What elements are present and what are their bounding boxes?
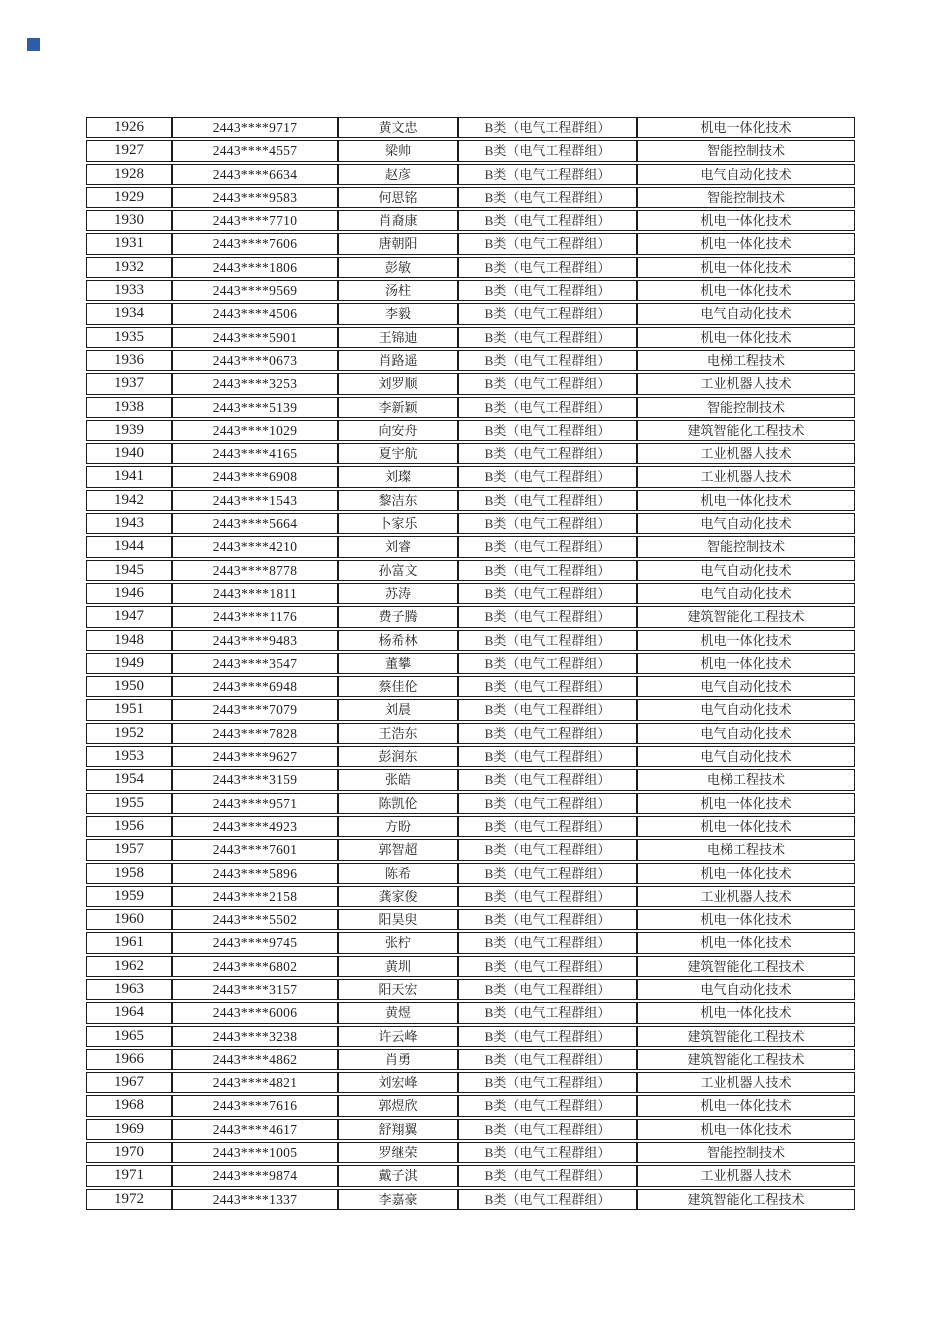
seq-cell: 1936 (86, 350, 172, 371)
major-cell: 智能控制技术 (637, 536, 855, 557)
major-cell: 电气自动化技术 (637, 979, 855, 1000)
seq-cell: 1972 (86, 1189, 172, 1210)
category-cell: B类（电气工程群组） (458, 1002, 637, 1023)
table-row (86, 1002, 855, 1023)
major-cell: 机电一体化技术 (637, 257, 855, 278)
category-cell: B类（电气工程群组） (458, 909, 637, 930)
seq-cell: 1969 (86, 1119, 172, 1140)
candidate-id-cell: 2443****3157 (172, 979, 338, 1000)
name-cell: 刘罗顺 (338, 373, 458, 394)
seq-cell: 1946 (86, 583, 172, 604)
table-row (86, 560, 855, 581)
candidate-id-cell: 2443****9483 (172, 630, 338, 651)
name-cell: 董攀 (338, 653, 458, 674)
seq-cell: 1943 (86, 513, 172, 534)
seq-cell: 1931 (86, 233, 172, 254)
name-cell: 黎洁东 (338, 490, 458, 511)
seq-cell: 1940 (86, 443, 172, 464)
table-row (86, 1119, 855, 1140)
name-cell: 方盼 (338, 816, 458, 837)
major-cell: 智能控制技术 (637, 397, 855, 418)
candidate-id-cell: 2443****7828 (172, 723, 338, 744)
name-cell: 舒翔翼 (338, 1119, 458, 1140)
candidate-id-cell: 2443****6006 (172, 1002, 338, 1023)
category-cell: B类（电气工程群组） (458, 443, 637, 464)
candidate-id-cell: 2443****4557 (172, 140, 338, 161)
name-cell: 何思铭 (338, 187, 458, 208)
table-row (86, 257, 855, 278)
major-cell: 工业机器人技术 (637, 1072, 855, 1093)
seq-cell: 1928 (86, 164, 172, 185)
name-cell: 唐朝阳 (338, 233, 458, 254)
table-row (86, 746, 855, 767)
name-cell: 罗继荣 (338, 1142, 458, 1163)
candidate-id-cell: 2443****9571 (172, 793, 338, 814)
name-cell: 蔡佳伦 (338, 676, 458, 697)
seq-cell: 1962 (86, 956, 172, 977)
seq-cell: 1927 (86, 140, 172, 161)
category-cell: B类（电气工程群组） (458, 1049, 637, 1070)
name-cell: 许云峰 (338, 1026, 458, 1047)
category-cell: B类（电气工程群组） (458, 117, 637, 138)
category-cell: B类（电气工程群组） (458, 630, 637, 651)
name-cell: 张柠 (338, 932, 458, 953)
table-row (86, 653, 855, 674)
category-cell: B类（电气工程群组） (458, 793, 637, 814)
name-cell: 向安舟 (338, 420, 458, 441)
major-cell: 机电一体化技术 (637, 653, 855, 674)
category-cell: B类（电气工程群组） (458, 886, 637, 907)
table-row (86, 816, 855, 837)
category-cell: B类（电气工程群组） (458, 257, 637, 278)
major-cell: 机电一体化技术 (637, 1119, 855, 1140)
major-cell: 电气自动化技术 (637, 303, 855, 324)
candidate-id-cell: 2443****4165 (172, 443, 338, 464)
name-cell: 彭润东 (338, 746, 458, 767)
name-cell: 王浩东 (338, 723, 458, 744)
seq-cell: 1959 (86, 886, 172, 907)
name-cell: 戴子淇 (338, 1165, 458, 1186)
name-cell: 刘璨 (338, 466, 458, 487)
table-row (86, 769, 855, 790)
seq-cell: 1937 (86, 373, 172, 394)
category-cell: B类（电气工程群组） (458, 1142, 637, 1163)
candidate-id-cell: 2443****1811 (172, 583, 338, 604)
candidate-id-cell: 2443****9627 (172, 746, 338, 767)
name-cell: 彭敏 (338, 257, 458, 278)
admission-list-table (86, 115, 855, 1212)
category-cell: B类（电气工程群组） (458, 583, 637, 604)
table-row (86, 863, 855, 884)
seq-cell: 1949 (86, 653, 172, 674)
table-row (86, 909, 855, 930)
category-cell: B类（电气工程群组） (458, 769, 637, 790)
major-cell: 机电一体化技术 (637, 816, 855, 837)
name-cell: 李新颖 (338, 397, 458, 418)
candidate-id-cell: 2443****5664 (172, 513, 338, 534)
candidate-id-cell: 2443****7079 (172, 699, 338, 720)
category-cell: B类（电气工程群组） (458, 606, 637, 627)
name-cell: 张皓 (338, 769, 458, 790)
name-cell: 王锦迪 (338, 327, 458, 348)
name-cell: 费子腾 (338, 606, 458, 627)
category-cell: B类（电气工程群组） (458, 1072, 637, 1093)
major-cell: 机电一体化技术 (637, 1095, 855, 1116)
category-cell: B类（电气工程群组） (458, 699, 637, 720)
seq-cell: 1968 (86, 1095, 172, 1116)
seq-cell: 1933 (86, 280, 172, 301)
table-row (86, 676, 855, 697)
name-cell: 阳天宏 (338, 979, 458, 1000)
major-cell: 电气自动化技术 (637, 583, 855, 604)
candidate-id-cell: 2443****4506 (172, 303, 338, 324)
candidate-id-cell: 2443****1029 (172, 420, 338, 441)
seq-cell: 1961 (86, 932, 172, 953)
major-cell: 电气自动化技术 (637, 676, 855, 697)
candidate-id-cell: 2443****4617 (172, 1119, 338, 1140)
major-cell: 电气自动化技术 (637, 699, 855, 720)
seq-cell: 1954 (86, 769, 172, 790)
name-cell: 刘晨 (338, 699, 458, 720)
name-cell: 陈希 (338, 863, 458, 884)
candidate-id-cell: 2443****7616 (172, 1095, 338, 1116)
candidate-id-cell: 2443****4862 (172, 1049, 338, 1070)
name-cell: 郭煜欣 (338, 1095, 458, 1116)
candidate-id-cell: 2443****9874 (172, 1165, 338, 1186)
major-cell: 机电一体化技术 (637, 210, 855, 231)
table-row (86, 536, 855, 557)
candidate-id-cell: 2443****9569 (172, 280, 338, 301)
name-cell: 郭智超 (338, 839, 458, 860)
category-cell: B类（电气工程群组） (458, 979, 637, 1000)
major-cell: 工业机器人技术 (637, 1165, 855, 1186)
category-cell: B类（电气工程群组） (458, 816, 637, 837)
major-cell: 电梯工程技术 (637, 769, 855, 790)
table-row (86, 187, 855, 208)
major-cell: 电气自动化技术 (637, 164, 855, 185)
major-cell: 机电一体化技术 (637, 280, 855, 301)
candidate-id-cell: 2443****1806 (172, 257, 338, 278)
table-row (86, 1165, 855, 1186)
category-cell: B类（电气工程群组） (458, 932, 637, 953)
seq-cell: 1957 (86, 839, 172, 860)
candidate-id-cell: 2443****7710 (172, 210, 338, 231)
table-row (86, 466, 855, 487)
seq-cell: 1950 (86, 676, 172, 697)
category-cell: B类（电气工程群组） (458, 839, 637, 860)
seq-cell: 1970 (86, 1142, 172, 1163)
category-cell: B类（电气工程群组） (458, 397, 637, 418)
category-cell: B类（电气工程群组） (458, 420, 637, 441)
table-row (86, 420, 855, 441)
seq-cell: 1951 (86, 699, 172, 720)
candidate-id-cell: 2443****2158 (172, 886, 338, 907)
major-cell: 电气自动化技术 (637, 746, 855, 767)
table-row (86, 233, 855, 254)
major-cell: 建筑智能化工程技术 (637, 1026, 855, 1047)
major-cell: 机电一体化技术 (637, 932, 855, 953)
candidate-id-cell: 2443****3547 (172, 653, 338, 674)
seq-cell: 1941 (86, 466, 172, 487)
category-cell: B类（电气工程群组） (458, 164, 637, 185)
seq-cell: 1956 (86, 816, 172, 837)
candidate-id-cell: 2443****4923 (172, 816, 338, 837)
major-cell: 工业机器人技术 (637, 886, 855, 907)
seq-cell: 1958 (86, 863, 172, 884)
category-cell: B类（电气工程群组） (458, 513, 637, 534)
candidate-id-cell: 2443****7601 (172, 839, 338, 860)
category-cell: B类（电气工程群组） (458, 1189, 637, 1210)
candidate-id-cell: 2443****3159 (172, 769, 338, 790)
major-cell: 机电一体化技术 (637, 1002, 855, 1023)
table-row (86, 606, 855, 627)
major-cell: 电梯工程技术 (637, 350, 855, 371)
category-cell: B类（电气工程群组） (458, 327, 637, 348)
table-row (86, 350, 855, 371)
major-cell: 机电一体化技术 (637, 490, 855, 511)
candidate-id-cell: 2443****1337 (172, 1189, 338, 1210)
candidate-id-cell: 2443****5139 (172, 397, 338, 418)
name-cell: 刘宏峰 (338, 1072, 458, 1093)
category-cell: B类（电气工程群组） (458, 560, 637, 581)
major-cell: 工业机器人技术 (637, 466, 855, 487)
table-row (86, 397, 855, 418)
seq-cell: 1964 (86, 1002, 172, 1023)
name-cell: 陈凯伦 (338, 793, 458, 814)
seq-cell: 1930 (86, 210, 172, 231)
name-cell: 肖裔康 (338, 210, 458, 231)
category-cell: B类（电气工程群组） (458, 653, 637, 674)
major-cell: 建筑智能化工程技术 (637, 1049, 855, 1070)
table-row (86, 1095, 855, 1116)
name-cell: 黄煜 (338, 1002, 458, 1023)
major-cell: 电气自动化技术 (637, 560, 855, 581)
major-cell: 智能控制技术 (637, 1142, 855, 1163)
major-cell: 建筑智能化工程技术 (637, 420, 855, 441)
category-cell: B类（电气工程群组） (458, 466, 637, 487)
seq-cell: 1948 (86, 630, 172, 651)
table-row (86, 583, 855, 604)
category-cell: B类（电气工程群组） (458, 1119, 637, 1140)
major-cell: 机电一体化技术 (637, 630, 855, 651)
table-row (86, 117, 855, 138)
name-cell: 刘睿 (338, 536, 458, 557)
table-row (86, 327, 855, 348)
category-cell: B类（电气工程群组） (458, 490, 637, 511)
category-cell: B类（电气工程群组） (458, 723, 637, 744)
seq-cell: 1966 (86, 1049, 172, 1070)
name-cell: 赵彦 (338, 164, 458, 185)
major-cell: 电梯工程技术 (637, 839, 855, 860)
candidate-id-cell: 2443****6802 (172, 956, 338, 977)
major-cell: 机电一体化技术 (637, 909, 855, 930)
seq-cell: 1955 (86, 793, 172, 814)
table-row (86, 164, 855, 185)
major-cell: 建筑智能化工程技术 (637, 606, 855, 627)
table-row (86, 932, 855, 953)
name-cell: 汤柱 (338, 280, 458, 301)
name-cell: 龚家俊 (338, 886, 458, 907)
seq-cell: 1947 (86, 606, 172, 627)
table-row (86, 886, 855, 907)
table-row (86, 280, 855, 301)
category-cell: B类（电气工程群组） (458, 1165, 637, 1186)
major-cell: 电气自动化技术 (637, 513, 855, 534)
candidate-id-cell: 2443****6908 (172, 466, 338, 487)
category-cell: B类（电气工程群组） (458, 956, 637, 977)
name-cell: 李嘉豪 (338, 1189, 458, 1210)
table-row (86, 1142, 855, 1163)
candidate-id-cell: 2443****5896 (172, 863, 338, 884)
name-cell: 黄文忠 (338, 117, 458, 138)
category-cell: B类（电气工程群组） (458, 280, 637, 301)
category-cell: B类（电气工程群组） (458, 140, 637, 161)
category-cell: B类（电气工程群组） (458, 536, 637, 557)
table-row (86, 723, 855, 744)
candidate-id-cell: 2443****6948 (172, 676, 338, 697)
seq-cell: 1945 (86, 560, 172, 581)
table-row (86, 956, 855, 977)
major-cell: 电气自动化技术 (637, 723, 855, 744)
name-cell: 杨希林 (338, 630, 458, 651)
seq-cell: 1929 (86, 187, 172, 208)
table-row (86, 630, 855, 651)
name-cell: 阳昊臾 (338, 909, 458, 930)
major-cell: 建筑智能化工程技术 (637, 1189, 855, 1210)
name-cell: 卜家乐 (338, 513, 458, 534)
major-cell: 机电一体化技术 (637, 863, 855, 884)
major-cell: 机电一体化技术 (637, 793, 855, 814)
candidate-id-cell: 2443****5901 (172, 327, 338, 348)
seq-cell: 1967 (86, 1072, 172, 1093)
table-row (86, 513, 855, 534)
category-cell: B类（电气工程群组） (458, 303, 637, 324)
seq-cell: 1932 (86, 257, 172, 278)
candidate-id-cell: 2443****1543 (172, 490, 338, 511)
seq-cell: 1960 (86, 909, 172, 930)
candidate-id-cell: 2443****4210 (172, 536, 338, 557)
name-cell: 肖路遥 (338, 350, 458, 371)
seq-cell: 1965 (86, 1026, 172, 1047)
name-cell: 梁帅 (338, 140, 458, 161)
seq-cell: 1934 (86, 303, 172, 324)
candidate-id-cell: 2443****6634 (172, 164, 338, 185)
candidate-id-cell: 2443****1176 (172, 606, 338, 627)
table-row (86, 1189, 855, 1210)
category-cell: B类（电气工程群组） (458, 863, 637, 884)
table-row (86, 210, 855, 231)
candidate-id-cell: 2443****9583 (172, 187, 338, 208)
table-row (86, 373, 855, 394)
table-row (86, 793, 855, 814)
name-cell: 苏涛 (338, 583, 458, 604)
name-cell: 黄圳 (338, 956, 458, 977)
table-row (86, 979, 855, 1000)
category-cell: B类（电气工程群组） (458, 676, 637, 697)
table-row (86, 490, 855, 511)
candidate-id-cell: 2443****3238 (172, 1026, 338, 1047)
candidate-id-cell: 2443****4821 (172, 1072, 338, 1093)
major-cell: 机电一体化技术 (637, 117, 855, 138)
table-row (86, 1072, 855, 1093)
category-cell: B类（电气工程群组） (458, 210, 637, 231)
table-row (86, 699, 855, 720)
category-cell: B类（电气工程群组） (458, 1095, 637, 1116)
table-row (86, 1049, 855, 1070)
candidate-id-cell: 2443****3253 (172, 373, 338, 394)
seq-cell: 1952 (86, 723, 172, 744)
seq-cell: 1939 (86, 420, 172, 441)
blue-marker-icon (27, 38, 40, 51)
name-cell: 李毅 (338, 303, 458, 324)
category-cell: B类（电气工程群组） (458, 233, 637, 254)
table-row (86, 303, 855, 324)
category-cell: B类（电气工程群组） (458, 1026, 637, 1047)
major-cell: 建筑智能化工程技术 (637, 956, 855, 977)
major-cell: 工业机器人技术 (637, 373, 855, 394)
major-cell: 工业机器人技术 (637, 443, 855, 464)
candidate-id-cell: 2443****7606 (172, 233, 338, 254)
candidate-id-cell: 2443****0673 (172, 350, 338, 371)
table-body (86, 117, 855, 1210)
seq-cell: 1935 (86, 327, 172, 348)
name-cell: 夏宇航 (338, 443, 458, 464)
seq-cell: 1944 (86, 536, 172, 557)
seq-cell: 1942 (86, 490, 172, 511)
candidate-id-cell: 2443****8778 (172, 560, 338, 581)
table-row (86, 443, 855, 464)
table-row (86, 1026, 855, 1047)
seq-cell: 1953 (86, 746, 172, 767)
major-cell: 智能控制技术 (637, 140, 855, 161)
major-cell: 机电一体化技术 (637, 327, 855, 348)
table-row (86, 140, 855, 161)
seq-cell: 1963 (86, 979, 172, 1000)
category-cell: B类（电气工程群组） (458, 187, 637, 208)
major-cell: 机电一体化技术 (637, 233, 855, 254)
category-cell: B类（电气工程群组） (458, 373, 637, 394)
candidate-id-cell: 2443****9745 (172, 932, 338, 953)
candidate-id-cell: 2443****9717 (172, 117, 338, 138)
candidate-id-cell: 2443****5502 (172, 909, 338, 930)
name-cell: 孙富文 (338, 560, 458, 581)
table-row (86, 839, 855, 860)
seq-cell: 1926 (86, 117, 172, 138)
category-cell: B类（电气工程群组） (458, 746, 637, 767)
candidate-id-cell: 2443****1005 (172, 1142, 338, 1163)
category-cell: B类（电气工程群组） (458, 350, 637, 371)
seq-cell: 1971 (86, 1165, 172, 1186)
name-cell: 肖勇 (338, 1049, 458, 1070)
seq-cell: 1938 (86, 397, 172, 418)
major-cell: 智能控制技术 (637, 187, 855, 208)
